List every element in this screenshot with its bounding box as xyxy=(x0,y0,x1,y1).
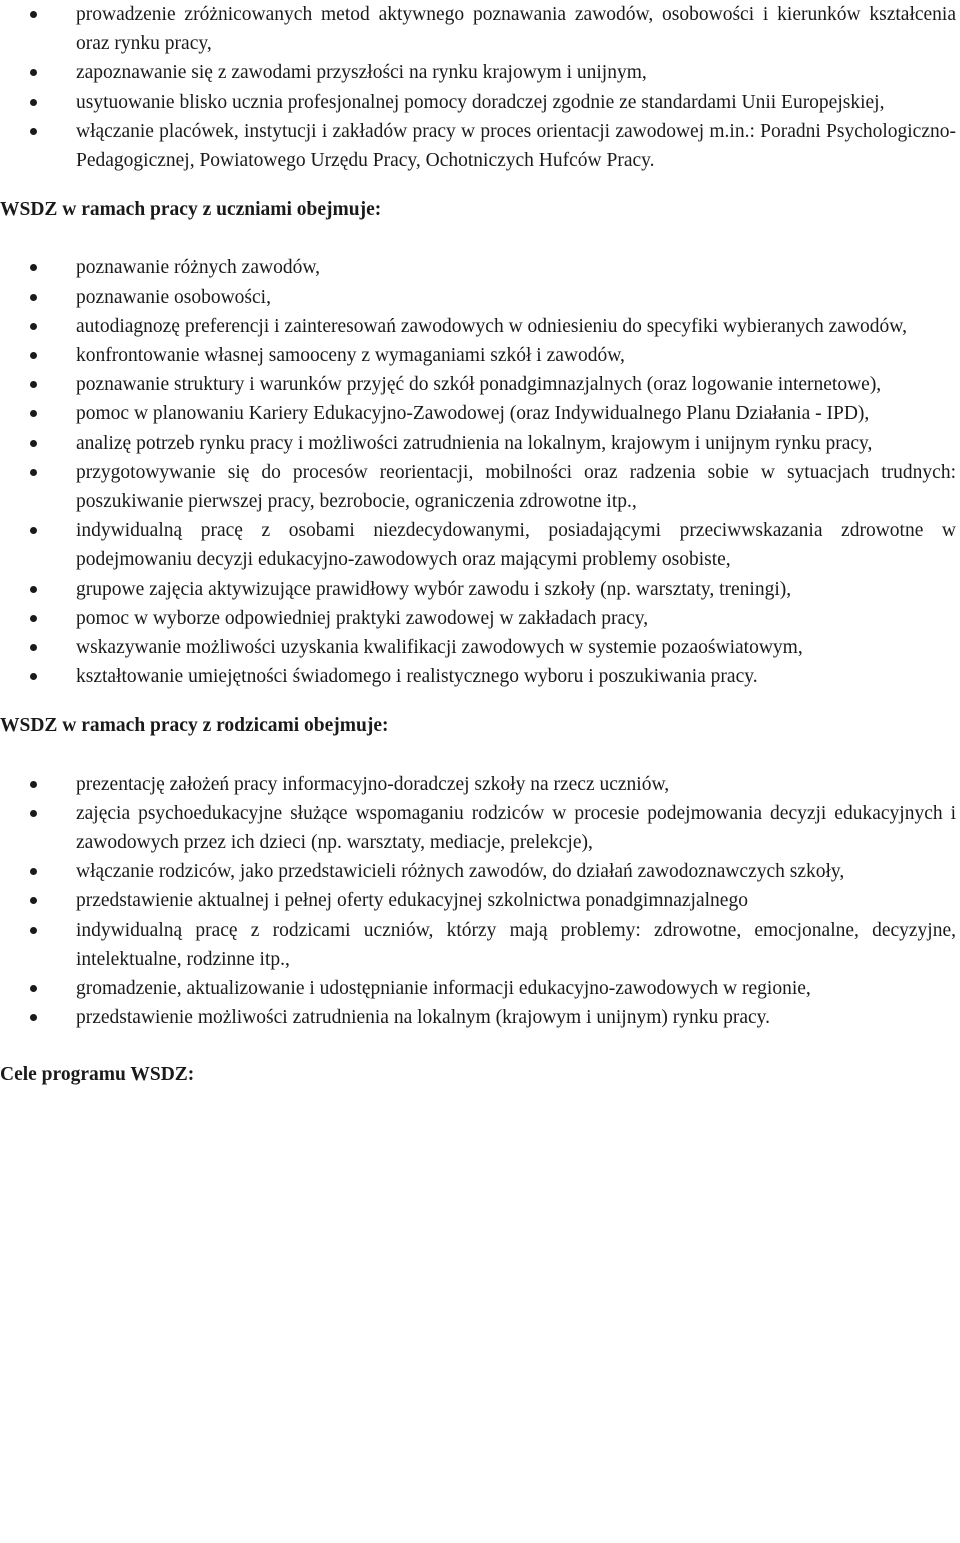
list-item-text: prezentację założeń pracy informacyjno-doradczej szkoły na rzecz uczniów, xyxy=(76,773,670,795)
list-item-text: grupowe zajęcia aktywizujące prawidłowy wybór zawodu i szkoły (np. warsztaty, treningi), xyxy=(76,578,792,600)
list-item xyxy=(0,604,960,633)
list-item-text: zapoznawanie się z zawodami przyszłości na rynku krajowym i unijnym, xyxy=(76,62,647,84)
list-item xyxy=(0,1003,960,1032)
bullet-icon xyxy=(30,323,37,330)
list-item-text: przygotowywanie się do procesów reorientacji, mobilności oraz radzenia sobie w sytuacjach trudnych: poszukiwanie pierwszej pracy, bezrobocie, ograniczenia zdrowotne itp., xyxy=(76,461,956,513)
list-item-text: przedstawienie aktualnej i pełnej oferty edukacyjnej szkolnictwa ponadgimnazjalnego xyxy=(76,890,748,912)
students-bullet-list xyxy=(0,253,960,691)
list-item-text: wskazywanie możliwości uzyskania kwalifikacji zawodowych w systemie pozaoświatowym, xyxy=(76,637,803,659)
list-item-text: indywidualną pracę z rodzicami uczniów, którzy mają problemy: zdrowotne, emocjonalne, decyzyjne, intelektualne, rodzinne itp., xyxy=(76,919,956,970)
bullet-icon xyxy=(30,927,37,934)
bullet-icon xyxy=(30,673,37,680)
list-item xyxy=(0,117,960,175)
list-item-text: autodiagnozę preferencji i zainteresowań zawodowych w odniesieniu do specyfiki wybieranych zawodów, xyxy=(76,315,907,337)
bullet-icon xyxy=(30,1014,37,1021)
bullet-icon xyxy=(30,440,37,447)
list-item xyxy=(0,341,960,370)
bullet-icon xyxy=(30,527,37,534)
list-item xyxy=(0,429,960,458)
list-item xyxy=(0,662,960,691)
list-item-text: pomoc w wyborze odpowiedniej praktyki zawodowej w zakładach pracy, xyxy=(76,607,649,629)
list-item xyxy=(0,633,960,662)
bullet-icon xyxy=(30,294,37,301)
list-item xyxy=(0,399,960,428)
bullet-icon xyxy=(30,264,37,271)
list-item-text: poznawanie struktury i warunków przyjęć do szkół ponadgimnazjalnych (oraz logowanie internetowe), xyxy=(76,374,882,396)
bullet-icon xyxy=(30,781,37,788)
bullet-icon xyxy=(30,897,37,904)
intro-bullet-list xyxy=(0,0,960,175)
list-item-text: włączanie placówek, instytucji i zakładów pracy w proces orientacji zawodowej m.in.: Poradni Psychologiczno-Pedagogicznej, Powiatowego Urzędu Pracy, Ochotniczych Hufców Pracy. xyxy=(76,120,956,172)
bullet-icon xyxy=(30,381,37,388)
bullet-icon xyxy=(30,352,37,359)
list-item-text: poznawanie różnych zawodów, xyxy=(76,257,321,279)
list-item-text: gromadzenie, aktualizowanie i udostępnianie informacji edukacyjno-zawodowych w regionie, xyxy=(76,978,811,1000)
list-item xyxy=(0,58,960,87)
list-item xyxy=(0,886,960,915)
bullet-icon xyxy=(30,410,37,417)
list-item xyxy=(0,0,960,58)
bullet-icon xyxy=(30,985,37,992)
list-item-text: konfrontowanie własnej samooceny z wymaganiami szkół i zawodów, xyxy=(76,345,625,367)
bullet-icon xyxy=(30,810,37,817)
bullet-icon xyxy=(30,69,37,76)
section-heading-students: WSDZ w ramach pracy z uczniami obejmuje: xyxy=(0,199,382,221)
list-item-text: usytuowanie blisko ucznia profesjonalnej pomocy doradczej zgodnie ze standardami Unii Europejskiej, xyxy=(76,91,885,113)
list-item xyxy=(0,283,960,312)
bullet-icon xyxy=(30,99,37,106)
bullet-icon xyxy=(30,615,37,622)
list-item xyxy=(0,88,960,117)
list-item xyxy=(0,974,960,1003)
section-heading-parents: WSDZ w ramach pracy z rodzicami obejmuje: xyxy=(0,715,389,737)
list-item xyxy=(0,253,960,282)
list-item xyxy=(0,370,960,399)
bullet-icon xyxy=(30,868,37,875)
list-item xyxy=(0,312,960,341)
list-item-text: poznawanie osobowości, xyxy=(76,286,271,308)
list-item xyxy=(0,799,960,857)
list-item xyxy=(0,770,960,799)
list-item-text: pomoc w planowaniu Kariery Edukacyjno-Zawodowej (oraz Indywidualnego Planu Działania - IPD), xyxy=(76,403,870,425)
list-item-text: indywidualną pracę z osobami niezdecydowanymi, posiadającymi przeciwwskazania zdrowotne w podejmowaniu decyzji edukacyjno-zawodowych oraz mającymi problemy osobiste, xyxy=(76,520,956,571)
bullet-icon xyxy=(30,586,37,593)
list-item-text: włączanie rodziców, jako przedstawicieli różnych zawodów, do działań zawodoznawczych szkoły, xyxy=(76,861,845,883)
list-item-text: przedstawienie możliwości zatrudnienia na lokalnym (krajowym i unijnym) rynku pracy. xyxy=(76,1007,771,1029)
bullet-icon xyxy=(30,128,37,135)
bullet-icon xyxy=(30,11,37,18)
list-item xyxy=(0,916,960,974)
bullet-icon xyxy=(30,644,37,651)
list-item-text: prowadzenie zróżnicowanych metod aktywnego poznawania zawodów, osobowości i kierunków kształcenia oraz rynku pracy, xyxy=(76,4,956,55)
list-item xyxy=(0,857,960,886)
list-item-text: analizę potrzeb rynku pracy i możliwości zatrudnienia na lokalnym, krajowym i unijnym rynku pracy, xyxy=(76,432,873,454)
list-item xyxy=(0,575,960,604)
bullet-icon xyxy=(30,469,37,476)
list-item xyxy=(0,516,960,574)
list-item xyxy=(0,458,960,516)
list-item-text: kształtowanie umiejętności świadomego i realistycznego wyboru i poszukiwania pracy. xyxy=(76,666,758,688)
list-item-text: zajęcia psychoedukacyjne służące wspomaganiu rodziców w procesie podejmowania decyzji edukacyjnych i zawodowych przez ich dzieci (np. warsztaty, mediacje, prelekcje), xyxy=(76,802,956,854)
parents-bullet-list xyxy=(0,770,960,1033)
section-heading-goals: Cele programu WSDZ: xyxy=(0,1063,195,1085)
